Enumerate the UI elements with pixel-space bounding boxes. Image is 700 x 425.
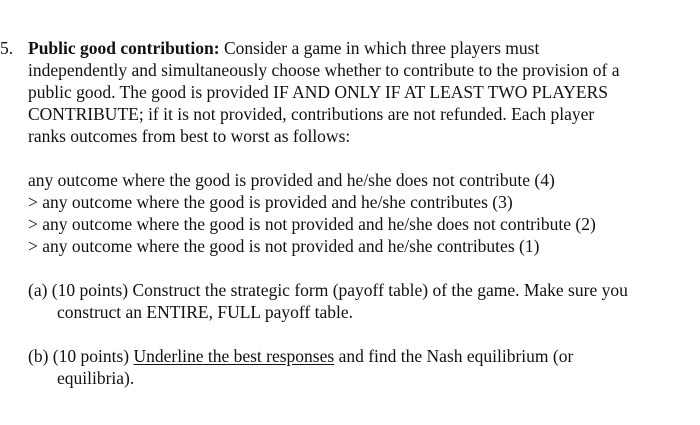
ranking-item-2: > any outcome where the good is provided and he/she contributes (3) [28, 192, 513, 212]
problem-intro-line-3: public good. The good is provided IF AND ONLY IF AT LEAST TWO PLAYERS [28, 82, 608, 102]
part-a-line-2: construct an ENTIRE, FULL payoff table. [57, 302, 353, 322]
problem-intro-text: Consider a game in which three players must [219, 38, 540, 58]
problem-intro-line-5: ranks outcomes from best to worst as follows: [28, 126, 351, 146]
part-b-underlined-phrase: Underline the best responses [133, 346, 335, 366]
problem-number: 5. [0, 38, 14, 58]
ranking-item-3: > any outcome where the good is not provided and he/she does not contribute (2) [28, 214, 596, 234]
part-b-line-2: equilibria). [57, 368, 135, 388]
problem-title: Public good contribution: [28, 38, 220, 58]
ranking-item-1: any outcome where the good is provided and he/she does not contribute (4) [28, 170, 555, 190]
part-b-suffix: and find the Nash equilibrium (or [334, 346, 574, 366]
ranking-item-4: > any outcome where the good is not provided and he/she contributes (1) [28, 236, 540, 256]
problem-intro-line-2: independently and simultaneously choose whether to contribute to the provision of a [28, 60, 620, 80]
problem-intro-line-4: CONTRIBUTE; if it is not provided, contributions are not refunded. Each player [28, 104, 595, 124]
problem-intro-line-1 [28, 38, 539, 58]
part-b-prefix: (b) (10 points) [28, 346, 134, 366]
part-b-line-1 [28, 346, 573, 366]
part-a-line-1: (a) (10 points) Construct the strategic form (payoff table) of the game. Make sure you [28, 280, 628, 300]
